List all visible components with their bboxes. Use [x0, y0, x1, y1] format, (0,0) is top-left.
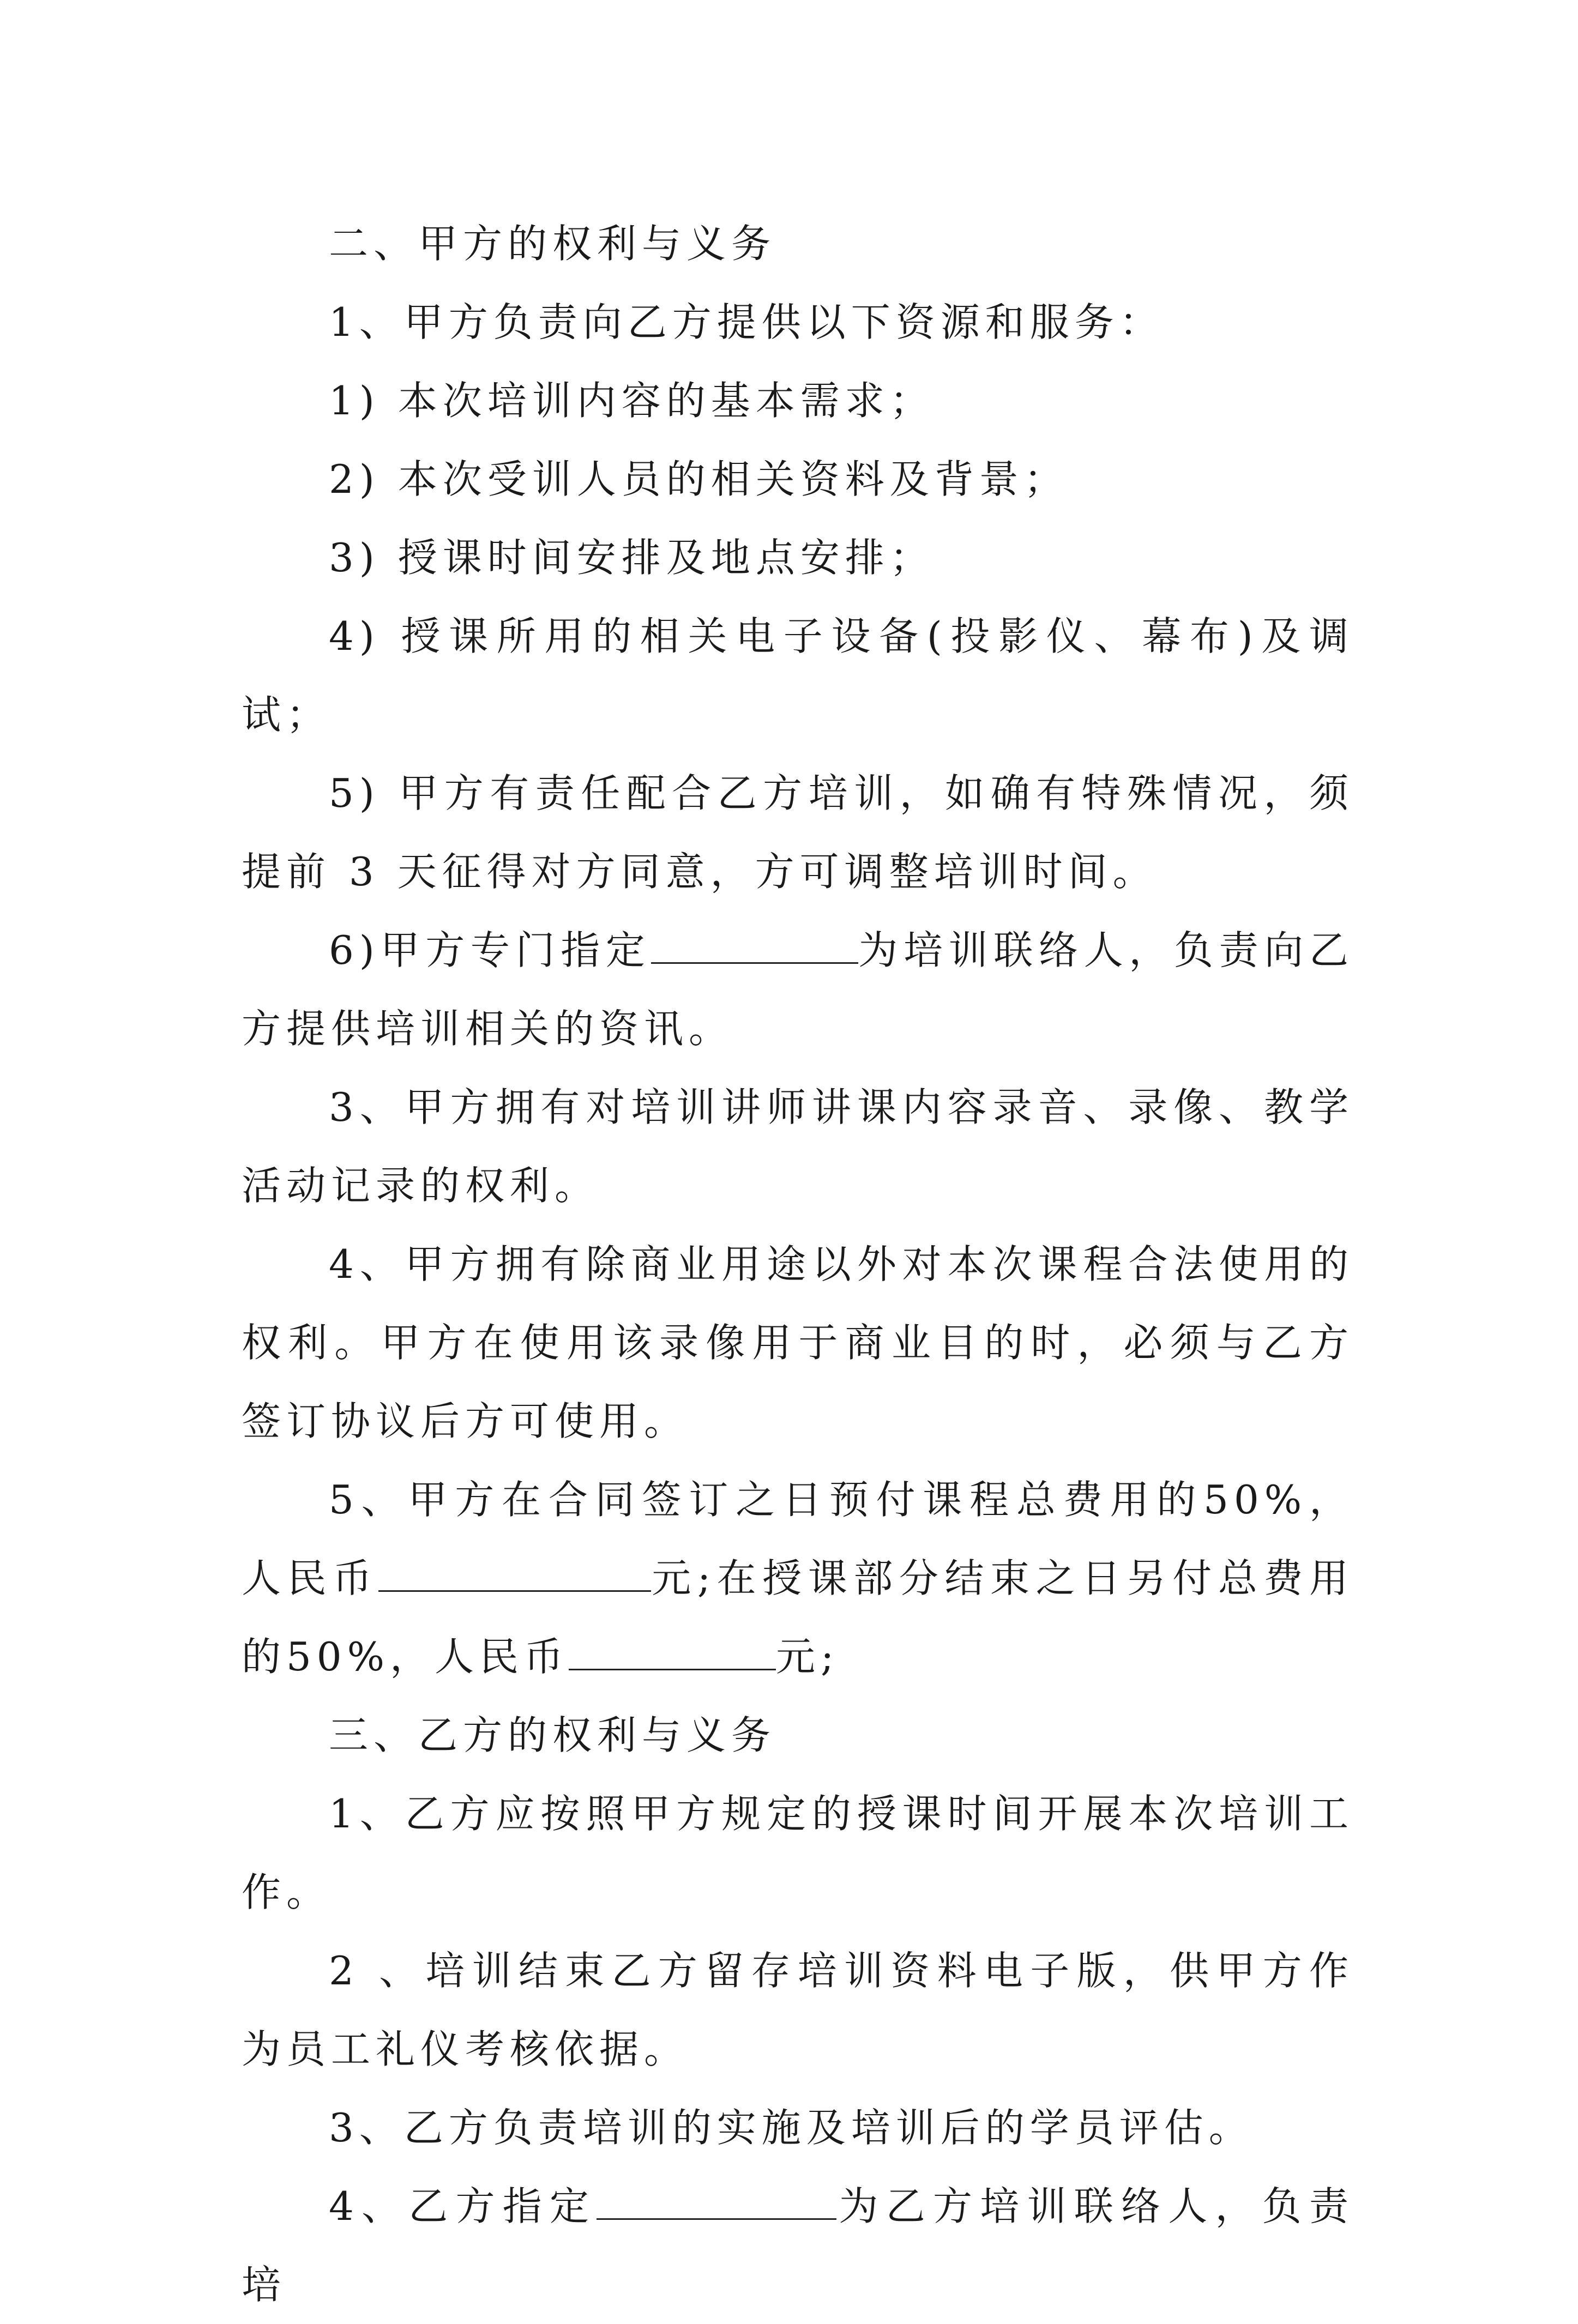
- paragraph-a1: 1、甲方负责向乙方提供以下资源和服务：: [329, 299, 1164, 345]
- list-item-a1-2: 2) 本次受训人员的相关资料及背景；: [329, 456, 1069, 502]
- list-item-a1-1: 1) 本次培训内容的基本需求；: [329, 378, 935, 424]
- contact-person-blank-b[interactable]: [597, 2176, 836, 2220]
- paragraph-a5-tail: 元;: [776, 1634, 840, 1680]
- paragraph-b4-tail: 为乙方培训联络人，负责培: [242, 2183, 1354, 2308]
- final-payment-amount-blank[interactable]: [569, 1626, 776, 1670]
- list-item-a1-3: 3) 授课时间安排及地点安排；: [329, 535, 935, 581]
- list-item-a1-5: 5) 甲方有责任配合乙方培训，如确有特殊情况，须提前 3 天征得对方同意，方可调整培训时间。: [242, 770, 1354, 895]
- paragraph-b3: 3、乙方负责培训的实施及培训后的学员评估。: [329, 2105, 1254, 2151]
- paragraph-a5: [242, 1460, 1354, 1696]
- list-item-a1-6: [242, 911, 1354, 1068]
- prepayment-amount-blank[interactable]: [378, 1548, 651, 1592]
- paragraph-b4-lead: 4、乙方指定: [329, 2183, 597, 2229]
- paragraph-a4: 4、甲方拥有除商业用途以外对本次课程合法使用的权利。甲方在使用该录像用于商业目的时，必须与乙方签订协议后方可使用。: [242, 1241, 1354, 1444]
- paragraph-b4: [242, 2167, 1354, 2324]
- document-body: [242, 204, 1354, 2324]
- contact-person-blank-a[interactable]: [651, 920, 858, 964]
- list-item-a1-6-tail: 为培训联络人，负责向乙方提供培训相关的资讯。: [242, 927, 1354, 1052]
- list-item-a1-4: 4) 授课所用的相关电子设备(投影仪、幕布)及调试；: [242, 613, 1354, 738]
- section-heading-party-a: 二、甲方的权利与义务: [329, 221, 776, 267]
- section-heading-party-b: 三、乙方的权利与义务: [329, 1712, 776, 1758]
- list-item-a1-6-lead: 6)甲方专门指定: [329, 927, 651, 973]
- paragraph-b2: 2 、培训结束乙方留存培训资料电子版，供甲方作为员工礼仪考核依据。: [242, 1948, 1354, 2072]
- paragraph-a3: 3、甲方拥有对培训讲师讲课内容录音、录像、教学活动记录的权利。: [242, 1084, 1354, 1209]
- paragraph-b1: 1、乙方应按照甲方规定的授课时间开展本次培训工作。: [242, 1791, 1354, 1915]
- paragraph-a5-lead: 5、甲方在合同签订之日预付课程总费用的50%，人民币: [242, 1477, 1354, 1601]
- paragraph-a5-middle: 元;在授课部分结束之日另付总费用的50%，人民币: [242, 1555, 1354, 1680]
